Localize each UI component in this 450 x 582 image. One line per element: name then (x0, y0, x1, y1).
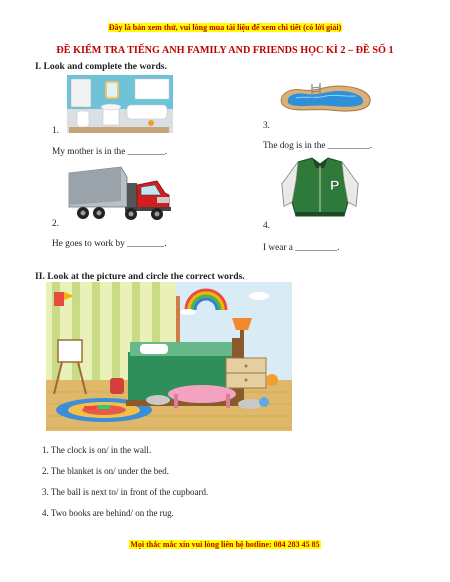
section-1-heading: I. Look and complete the words. (35, 61, 167, 72)
item-1-sentence: My mother is in the ________. (52, 147, 168, 157)
item-1-number: 1. (52, 126, 59, 136)
hotline-banner: Mọi thắc mắc xin vui lòng liên hệ hotline: 084 283 45 85 (130, 540, 320, 549)
jacket-icon (272, 156, 368, 220)
svg-text:P: P (330, 177, 340, 193)
bedroom-scene (46, 282, 292, 431)
page-title: ĐỀ KIỂM TRA TIẾNG ANH FAMILY AND FRIENDS HỌC KÌ 2 – ĐỀ SỐ 1 (56, 45, 394, 56)
swimming-pool-icon (276, 82, 374, 115)
preview-banner: Đây là bản xem thử, vui lòng mua tài liệu để xem chi tiết (có lời giải) (108, 23, 342, 32)
question-4: 4. Two books are behind/ on the rug. (42, 508, 174, 518)
item-4-number: 4. (263, 221, 270, 231)
item-4-sentence: I wear a _________. (263, 243, 340, 253)
bathroom-icon (67, 75, 173, 133)
question-1: 1. The clock is on/ in the wall. (42, 445, 152, 455)
truck-icon (65, 163, 173, 223)
item-3-sentence: The dog is in the _________. (263, 141, 372, 151)
item-2-number: 2. (52, 219, 59, 229)
item-3-number: 3. (263, 121, 270, 131)
section-2-heading: II. Look at the picture and circle the correct words. (35, 271, 245, 282)
question-2: 2. The blanket is on/ under the bed. (42, 466, 170, 476)
question-3: 3. The ball is next to/ in front of the cupboard. (42, 487, 209, 497)
item-2-sentence: He goes to work by ________. (52, 239, 167, 249)
